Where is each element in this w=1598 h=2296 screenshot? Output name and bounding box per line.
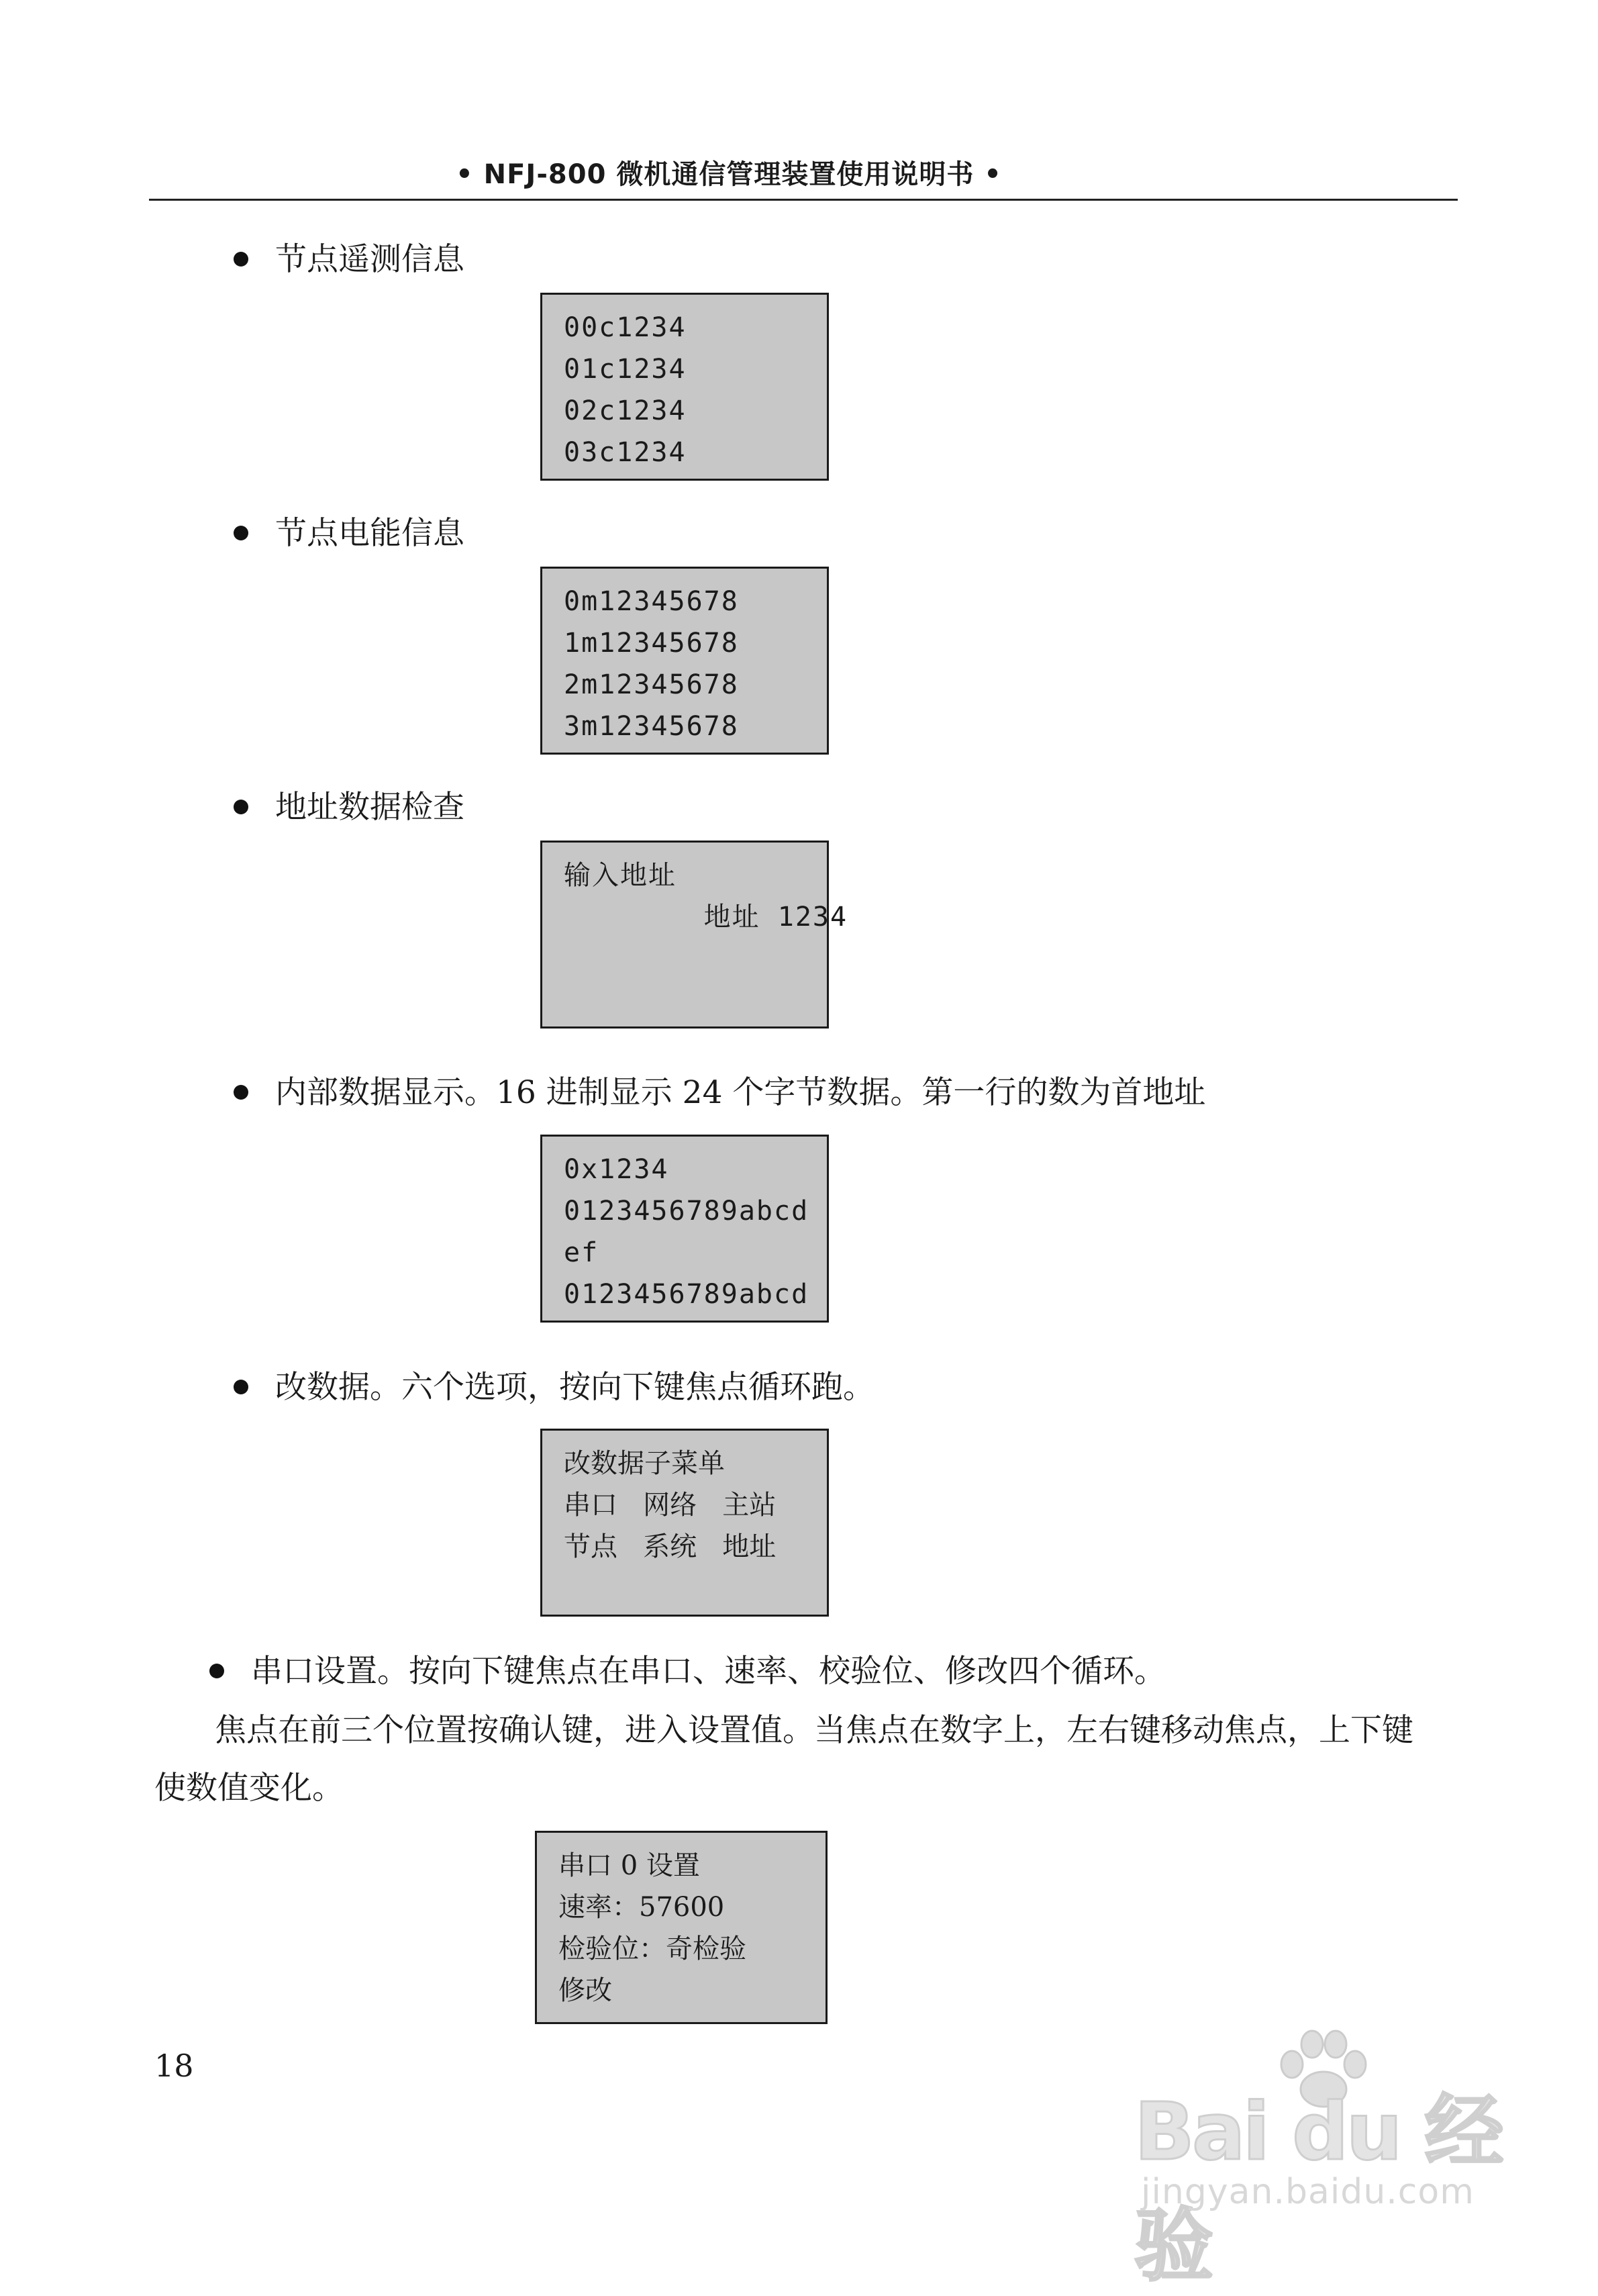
lcd-edit-data bbox=[540, 1429, 829, 1617]
watermark-logo: Bai du 经验 bbox=[1134, 2085, 1501, 2292]
bullet-text: 地址数据检查 bbox=[275, 789, 464, 826]
bullet-dot bbox=[234, 526, 248, 540]
bullet-text: 内部数据显示。16 进制显示 24 个字节数据。第一行的数为首地址 bbox=[275, 1074, 1206, 1111]
lcd-node-telemetry bbox=[540, 293, 829, 481]
bullet-text: 节点电能信息 bbox=[275, 515, 464, 552]
bullet-dot bbox=[234, 1380, 248, 1394]
lcd-line: 节点 系统 地址 bbox=[564, 1531, 777, 1562]
lcd-line: 串口 0 设置 bbox=[558, 1850, 700, 1881]
lcd-internal-data bbox=[540, 1135, 829, 1323]
bullet-text: 改数据。六个选项，按向下键焦点循环跑。 bbox=[275, 1369, 875, 1406]
lcd-line bbox=[564, 938, 827, 979]
watermark-url: jingyan.baidu.com bbox=[1141, 2172, 1475, 2212]
baidu-watermark bbox=[1134, 2027, 1510, 2292]
bullet-dot bbox=[234, 1085, 248, 1100]
bullet-serial-settings bbox=[209, 1652, 1166, 1692]
lcd-line: 0123456789abcd bbox=[564, 1279, 809, 1310]
lcd-line: 1m12345678 bbox=[564, 628, 739, 659]
lcd-line: ef bbox=[564, 1237, 599, 1268]
bullet-node-telemetry bbox=[234, 240, 464, 280]
lcd-line: 改数据子菜单 bbox=[564, 1448, 725, 1479]
lcd-line: 03c1234 bbox=[564, 437, 687, 468]
bullet-dot bbox=[234, 252, 248, 267]
lcd-line: 修改 bbox=[558, 1975, 612, 2006]
lcd-line: 0123456789abcd bbox=[564, 1196, 809, 1227]
page-header: • NFJ-800 微机通信管理装置使用说明书 • bbox=[456, 159, 1002, 190]
lcd-serial-settings bbox=[535, 1831, 828, 2024]
bullet-address-check bbox=[234, 787, 464, 828]
bullet-internal-data bbox=[234, 1073, 1205, 1113]
lcd-line: 地址 1234 bbox=[564, 902, 848, 932]
bullet-text: 节点遥测信息 bbox=[275, 241, 464, 278]
lcd-line: 02c1234 bbox=[564, 395, 687, 426]
paragraph-line-2: 使数值变化。 bbox=[154, 1770, 344, 1807]
header-rule bbox=[149, 199, 1458, 201]
lcd-line: 输入地址 bbox=[564, 860, 677, 891]
lcd-line bbox=[564, 1568, 827, 1609]
lcd-address-check bbox=[540, 841, 848, 1029]
page-number: 18 bbox=[154, 2048, 194, 2084]
lcd-line: 检验位：奇检验 bbox=[558, 1933, 746, 1964]
lcd-node-energy bbox=[540, 567, 829, 755]
lcd-line bbox=[564, 979, 827, 1021]
lcd-line: 3m12345678 bbox=[564, 711, 739, 742]
lcd-line: 00c1234 bbox=[564, 312, 687, 343]
lcd-line: 速率：57600 bbox=[558, 1892, 725, 1923]
bullet-edit-data bbox=[234, 1368, 875, 1408]
lcd-line: 01c1234 bbox=[564, 354, 687, 385]
paragraph-line-1: 焦点在前三个位置按确认键，进入设置值。当焦点在数字上，左右键移动焦点，上下键 bbox=[215, 1712, 1413, 1749]
bullet-text: 串口设置。按向下键焦点在串口、速率、校验位、修改四个循环。 bbox=[251, 1653, 1166, 1690]
lcd-line: 0m12345678 bbox=[564, 586, 739, 617]
bullet-dot bbox=[209, 1664, 224, 1678]
bullet-dot bbox=[234, 800, 248, 814]
lcd-line: 2m12345678 bbox=[564, 669, 739, 700]
lcd-line: 0x1234 bbox=[564, 1154, 669, 1185]
bullet-node-energy bbox=[234, 514, 464, 554]
lcd-line: 串口 网络 主站 bbox=[564, 1490, 777, 1521]
